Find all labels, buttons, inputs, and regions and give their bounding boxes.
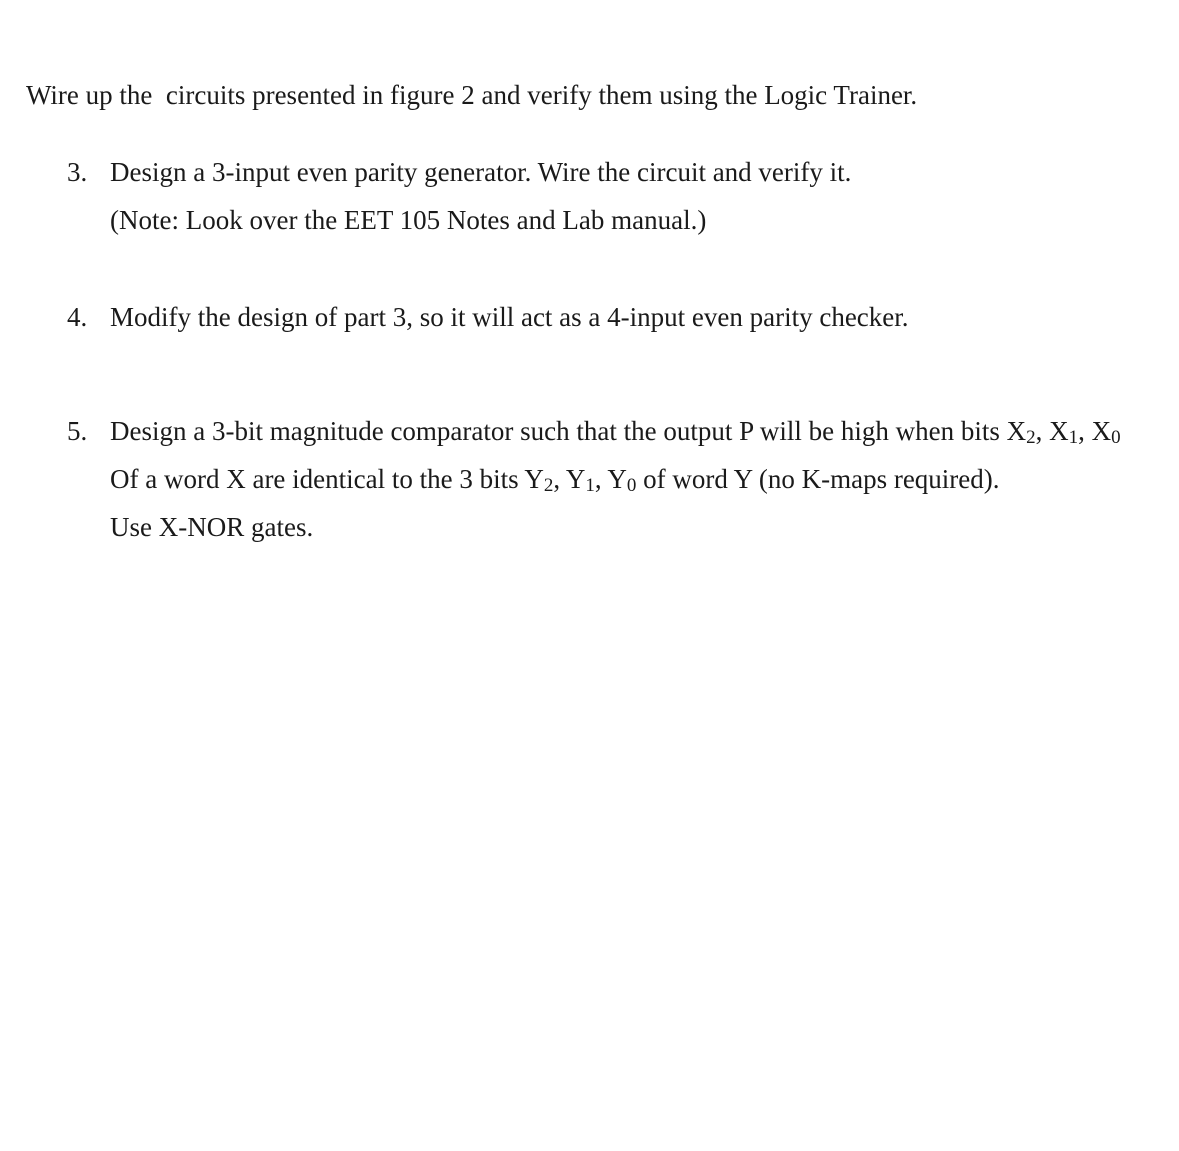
item-number: 4. [67,302,88,332]
intro-paragraph: Wire up the circuits presented in figure 2 and verify them using the Logic Trainer. [26,80,918,110]
x-bit-1: X1, [1049,416,1092,448]
item-text-line-2 [110,464,1000,495]
x-bit-2: X2, [1006,416,1050,448]
item-text-line-3: Use X-NOR gates. [110,512,314,542]
item-text: Design a 3-input even parity generator. Wire the circuit and verify it. [110,157,852,187]
x-bit-0: X0 [1091,416,1121,448]
item-note: (Note: Look over the EET 105 Notes and Lab manual.) [110,205,707,235]
item-text: Modify the design of part 3, so it will act as a 4-input even parity checker. [110,302,909,332]
item-number: 5. [67,416,88,446]
y-bit-0: Y0 [607,464,637,496]
item-text-line-1 [110,416,1121,447]
item-text: Design a 3-bit magnitude comparator such that the output P will be high when bits [110,416,1007,446]
item-text: Of a word X are identical to the 3 bits [110,464,525,494]
y-bit-1: Y1, [565,464,608,496]
item-number: 3. [67,157,88,187]
item-text: of word Y (no K-maps required). [643,464,1000,494]
y-bit-2: Y2, [524,464,566,496]
